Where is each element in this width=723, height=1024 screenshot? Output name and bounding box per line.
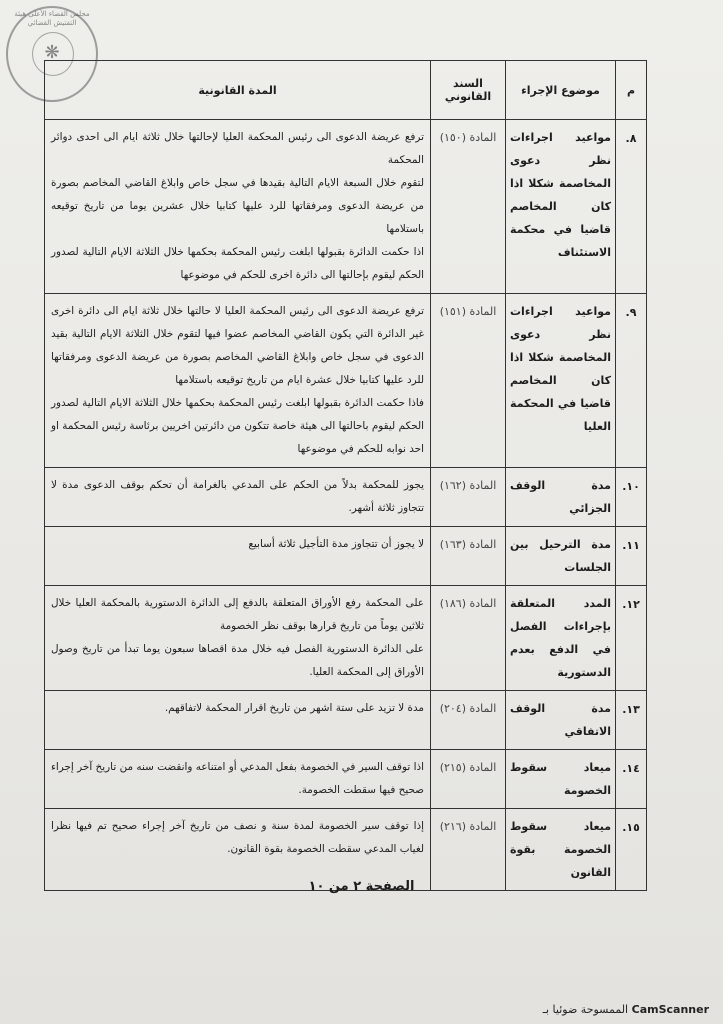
row-subject: مدة الوقف الجزائي xyxy=(506,468,616,527)
rule-paragraph: لتقوم خلال السبعة الايام التالية بقيدها في سجل خاص وابلاغ القاضي المخاصم بصورة من عريضة الدعوى ومرفقاتها للرد عليها كتابيا خلال عشرين يوما من تاريخ توقيعه باستلامها xyxy=(51,177,424,235)
row-rule xyxy=(45,468,431,527)
watermark-prefix: الممسوحة ضوئيا بـ xyxy=(542,1003,629,1016)
stamp-text: مجلس القضاء الأعلى هيئة التفتيش القضائي xyxy=(14,10,90,27)
row-subject: مدة الوقف الاتفاقي xyxy=(506,691,616,750)
rule-paragraph: فاذا حكمت الدائرة بقبولها ابلغت رئيس المحكمة بحكمها خلال الثلاثة الايام التالية لصدور الحكم ليقوم باحالتها الى هيئة خاصة تتكون من دائرتين اخريين برئاسة رئيس المحكمة او احد نوابه للحكم في موضوعها xyxy=(51,397,424,455)
row-rule xyxy=(45,294,431,468)
legal-periods-table xyxy=(44,60,647,891)
table-row xyxy=(45,527,647,586)
rule-paragraph: لا يجوز أن تتجاوز مدة التأجيل ثلاثة أسابيع xyxy=(248,538,424,550)
row-subject: مدة الترحيل بين الجلسات xyxy=(506,527,616,586)
row-subject: المدد المتعلقة بإجراءات الفصل في الدفع بعدم الدستورية xyxy=(506,586,616,691)
table-header-row xyxy=(45,61,647,120)
header-rule: المدة القانونية xyxy=(45,61,431,120)
row-number: ١٤. xyxy=(616,750,647,809)
rule-paragraph: اذا حكمت الدائرة بقبولها ابلغت رئيس المحكمة بحكمها خلال الثلاثة الايام التالية لصدور الحكم ليقوم بإحالتها الى دائرة اخرى للحكم في موضوعها xyxy=(51,246,424,281)
rule-paragraph: اذا توقف السير في الخصومة بفعل المدعي أو امتناعه وانقضت سنه من تاريخ آخر إجراء صحيح فيها سقطت الخصومة. xyxy=(51,761,424,796)
row-rule xyxy=(45,691,431,750)
row-reference: المادة (١٨٦) xyxy=(431,586,506,691)
row-reference: المادة (١٦٢) xyxy=(431,468,506,527)
row-reference: المادة (٢٠٤) xyxy=(431,691,506,750)
row-subject: مواعيد اجراءات نظر دعوى المخاصمة شكلا اذا كان المخاصم قاضيا في محكمة الاستئناف xyxy=(506,120,616,294)
row-number: ١٥. xyxy=(616,809,647,891)
header-number: م xyxy=(616,61,647,120)
table-row xyxy=(45,691,647,750)
rule-paragraph: على الدائرة الدستورية الفصل فيه خلال مدة اقصاها سبعون يوما تبدأ من تاريخ وصول الأوراق إلى المحكمة العليا. xyxy=(51,643,424,678)
watermark-brand: CamScanner xyxy=(631,1003,709,1016)
row-reference: المادة (١٦٣) xyxy=(431,527,506,586)
row-reference: المادة (١٥١) xyxy=(431,294,506,468)
row-subject: ميعاد سقوط الخصومة xyxy=(506,750,616,809)
rule-paragraph: مدة لا تزيد على ستة اشهر من تاريخ اقرار المحكمة لاتفاقهم. xyxy=(164,702,424,714)
header-reference: السند القانوني xyxy=(431,61,506,120)
rule-paragraph: ترفع عريضة الدعوى الى رئيس المحكمة العليا لإحالتها خلال ثلاثة ايام الى احدى دوائر المحكمة xyxy=(51,131,424,166)
row-number: ١٢. xyxy=(616,586,647,691)
table-row xyxy=(45,586,647,691)
table-row xyxy=(45,120,647,294)
page-number: الصفحة ٢ من ١٠ xyxy=(308,879,415,894)
row-rule xyxy=(45,120,431,294)
eagle-emblem-icon: ❋ xyxy=(44,42,60,63)
row-number: ٨. xyxy=(616,120,647,294)
row-reference: المادة (٢١٦) xyxy=(431,809,506,891)
header-subject: موضوع الإجراء xyxy=(506,61,616,120)
row-number: ١١. xyxy=(616,527,647,586)
row-number: ١٠. xyxy=(616,468,647,527)
rule-paragraph: يجوز للمحكمة بدلاً من الحكم على المدعي بالغرامة أن تحكم بوقف الدعوى مدة لا تتجاوز ثلاثة أشهر. xyxy=(51,479,424,514)
row-reference: المادة (٢١٥) xyxy=(431,750,506,809)
row-rule xyxy=(45,586,431,691)
rule-paragraph: على المحكمة رفع الأوراق المتعلقة بالدفع إلى الدائرة الدستورية بالمحكمة العليا خلال ثلاثين يوماً من تاريخ قرارها بوقف نظر الخصومة xyxy=(51,597,424,632)
table-row xyxy=(45,468,647,527)
camscanner-watermark xyxy=(543,1003,709,1016)
row-number: ١٣. xyxy=(616,691,647,750)
row-rule xyxy=(45,750,431,809)
row-number: ٩. xyxy=(616,294,647,468)
table-row xyxy=(45,750,647,809)
row-subject: ميعاد سقوط الخصومة بقوة القانون xyxy=(506,809,616,891)
row-reference: المادة (١٥٠) xyxy=(431,120,506,294)
rule-paragraph: ترفع عريضة الدعوى الى رئيس المحكمة العليا لا حالتها خلال ثلاثة ايام الى دائرة اخرى غير الدائرة التي يكون القاضي المخاصم عضوا فيها لتقوم خلال الثلاثة الايام التالية بقيد الدعوى في سجل خاص وابلاغ القاضي المخاصم بصورة من عريضة الدعوى ومرفقاتها للرد عليها كتابيا خلال عشرة ايام من تاريخ توقيعه باستلامها xyxy=(51,305,424,386)
row-rule xyxy=(45,527,431,586)
row-subject: مواعيد اجراءات نظر دعوى المخاصمة شكلا اذا كان المخاصم قاضيا في المحكمة العليا xyxy=(506,294,616,468)
rule-paragraph: إذا توقف سير الخصومة لمدة سنة و نصف من تاريخ آخر إجراء صحيح تم فيها نظرا لغياب المدعي سقطت الخصومة بقوة القانون. xyxy=(51,820,424,855)
table-row xyxy=(45,294,647,468)
